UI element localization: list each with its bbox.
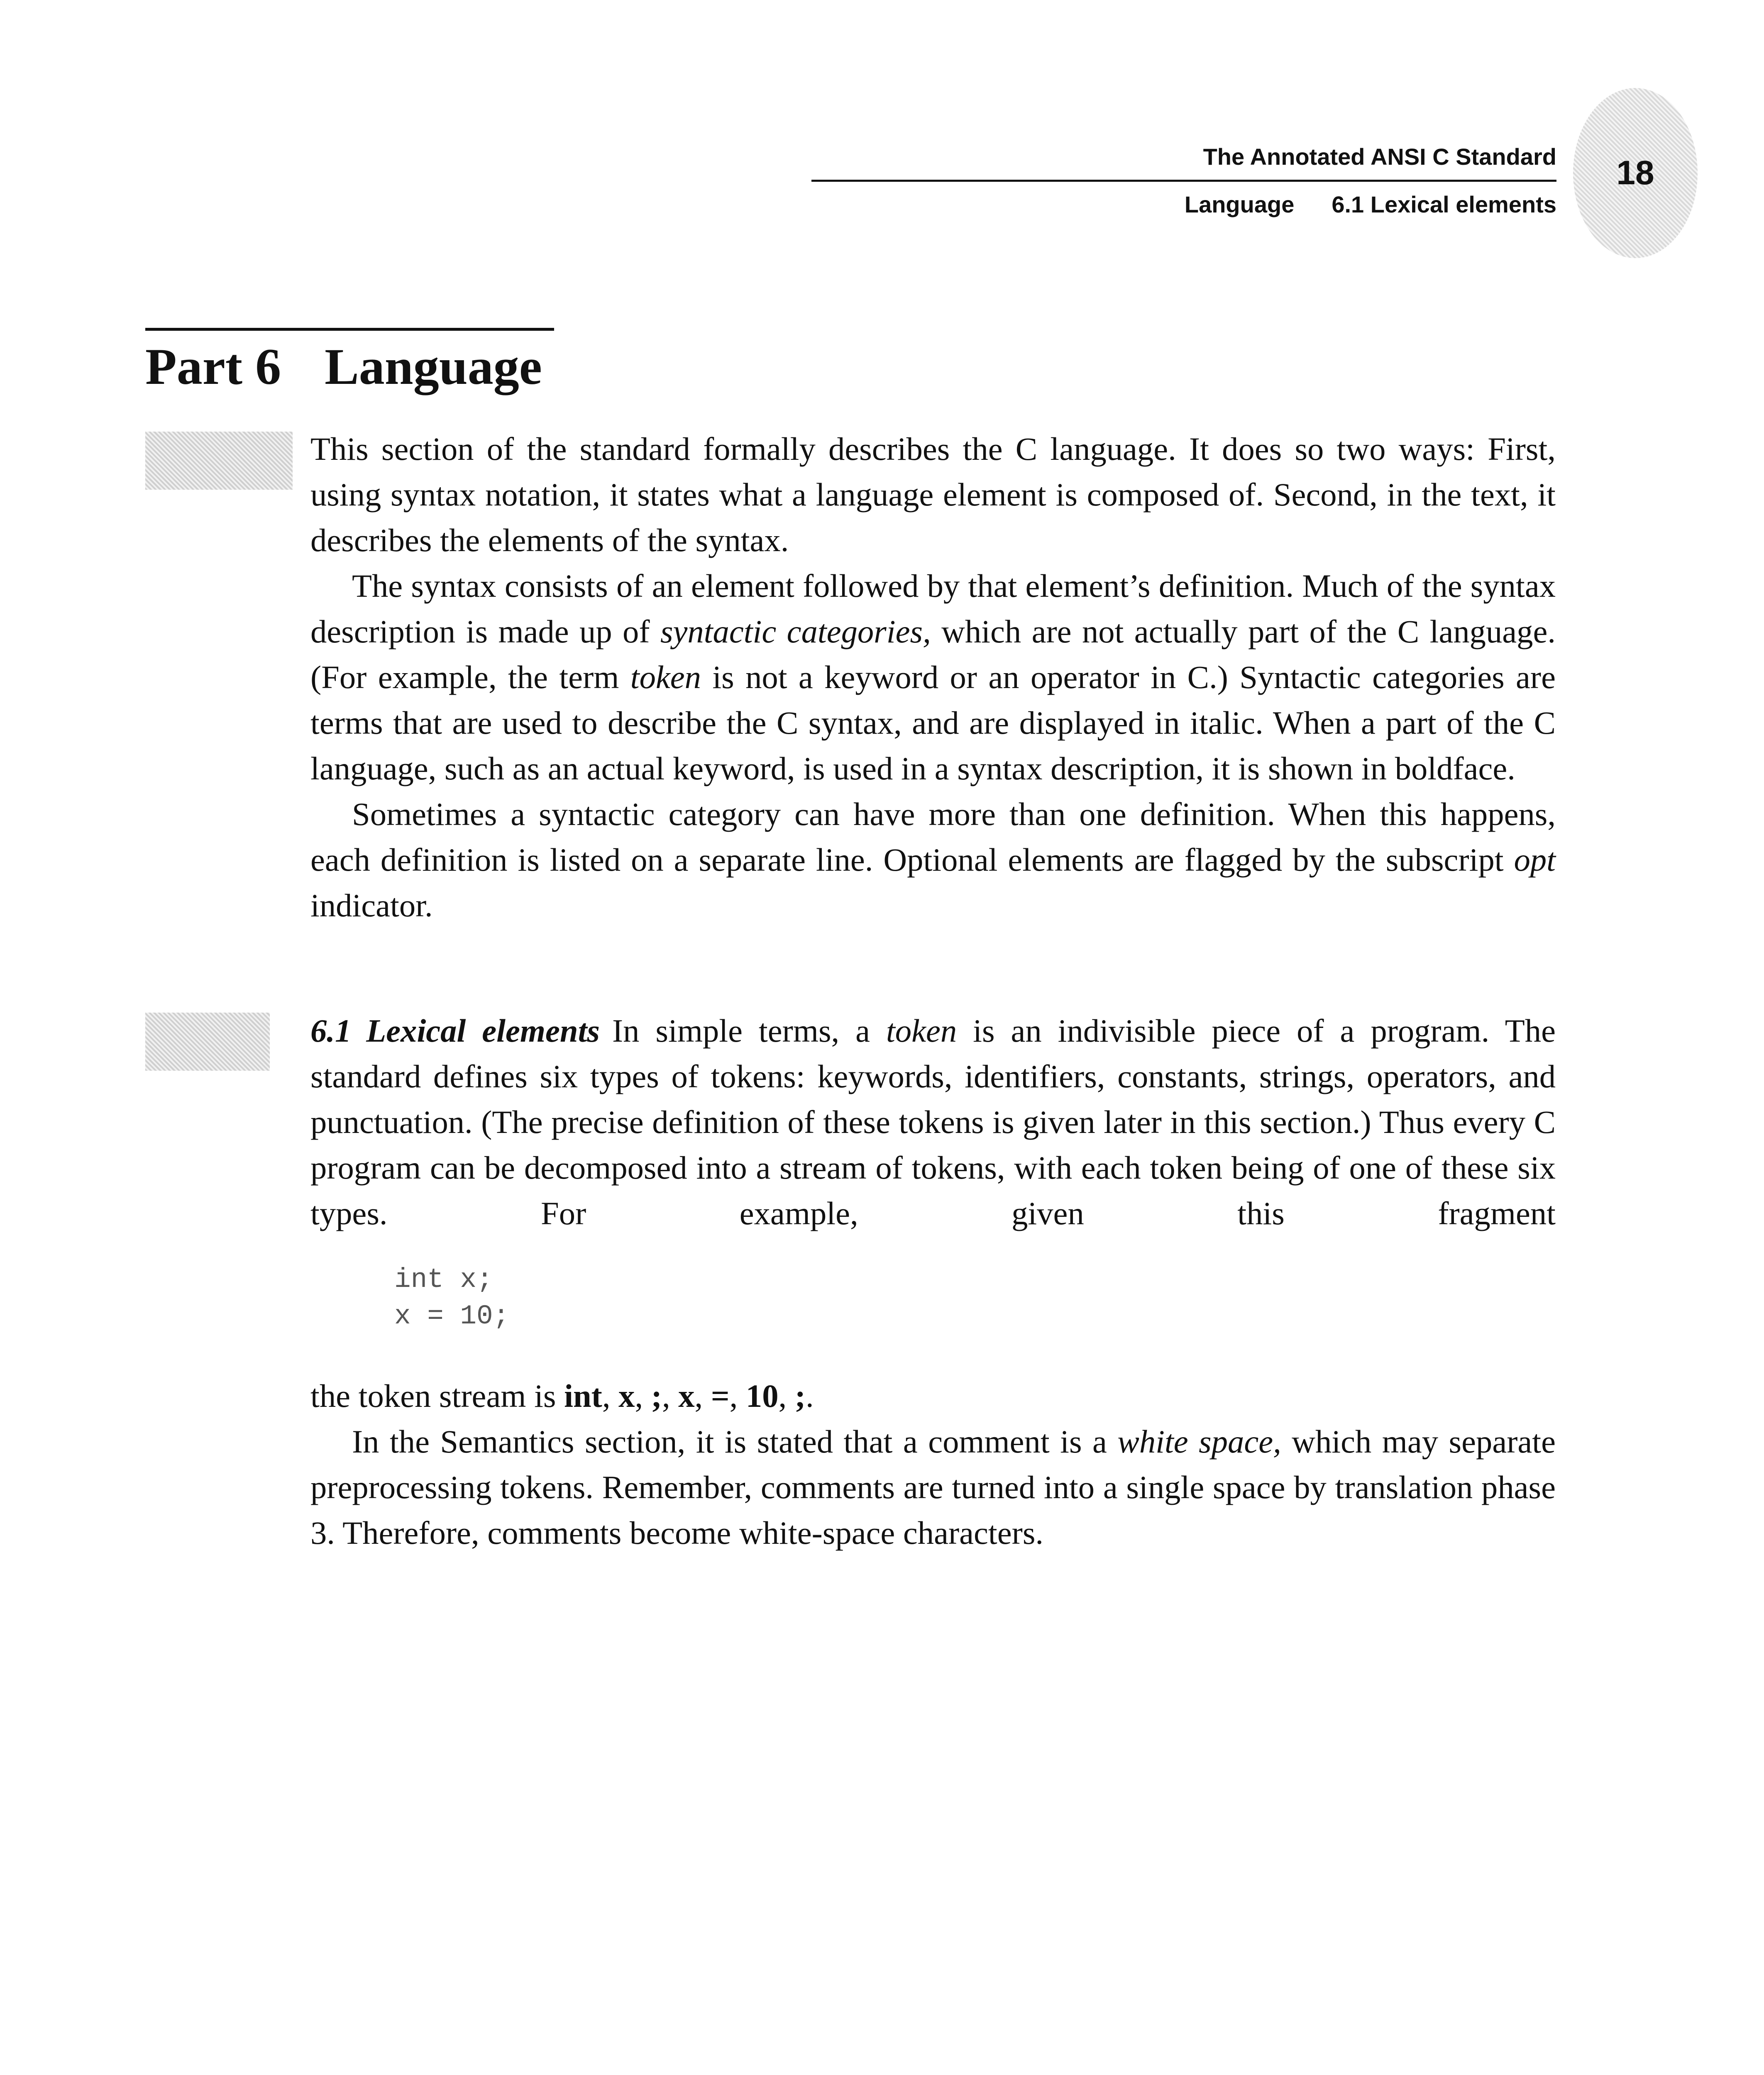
header-part: Language <box>1184 191 1295 217</box>
text-run: is an indivisible piece of a program. The standard defines six types of tokens: keywords, identifiers, constants, strings, operators, and punctuation. (The precise definition of these tokens is given later in this section.) Thus every C program can be decomposed into a stream of tokens, with each token being of one of these six types. For example, given this fragment <box>310 1013 1556 1232</box>
text-run: In the Semantics section, it is stated that a comment is a <box>352 1424 1118 1460</box>
text-run: which are not actually part of the C language. (For example, the term <box>310 614 1556 696</box>
intro-paragraph-1: This section of the standard formally describes the C language. It does so two ways: First, using syntax notation, it states what a language element is composed of. Second, in the text, it describes the elements of the syntax. <box>310 431 1556 559</box>
emphasis: white space, <box>1117 1424 1281 1460</box>
section-text <box>310 1008 1556 1237</box>
token: x <box>618 1378 635 1414</box>
token: int <box>564 1378 602 1414</box>
header-section: 6.1 Lexical elements <box>1332 191 1556 217</box>
token: 10 <box>745 1378 779 1414</box>
page-number: 18 <box>1616 154 1654 192</box>
intro-paragraph-3 <box>310 792 1556 929</box>
text-run: . <box>806 1378 814 1414</box>
section-number: 6.1 <box>310 1013 352 1049</box>
text-run: which may separate preprocessing tokens. Remember, comments are turned into a single space by translation phase 3. Therefore, comments become white-space characters. <box>310 1424 1556 1551</box>
emphasis: token <box>886 1013 957 1049</box>
section-text-continued <box>310 1374 1556 1556</box>
running-header-title: The Annotated ANSI C Standard <box>1203 144 1556 170</box>
running-header-subtitle <box>1185 191 1556 218</box>
text-run: is not a keyword or an operator in C.) Syntactic categories are terms that are used to describe the C syntax, and are displayed in italic. When a part of the C language, such as an actual keyword, is used in a syntax description, it is shown in boldface. <box>310 659 1556 787</box>
intro-paragraph-2 <box>310 564 1556 792</box>
token: ; <box>794 1378 806 1414</box>
section-paragraph-1 <box>310 1008 1556 1237</box>
token: ; <box>651 1378 662 1414</box>
header-rule <box>811 180 1556 182</box>
code-line: int x; <box>394 1264 493 1295</box>
code-line: x = 10; <box>394 1301 510 1332</box>
emphasis: opt <box>1514 842 1556 878</box>
part-label: Part 6 <box>145 338 281 395</box>
section-paragraph-2 <box>310 1419 1556 1556</box>
token-stream-line: the token stream is int, x, ;, x, =, 10, ;. <box>310 1378 814 1414</box>
text-run: the token stream is <box>310 1378 564 1414</box>
emphasis: token <box>630 659 701 696</box>
text-run: In simple terms, a <box>612 1013 886 1049</box>
section-title: Lexical elements <box>366 1013 600 1049</box>
margin-tab-section <box>145 1013 270 1071</box>
part-heading-rule <box>145 328 554 331</box>
text-run: The syntax consists of an element followed by that element’s definition. Much of the syntax description is made up of <box>310 568 1556 650</box>
code-block <box>394 1262 509 1335</box>
intro-text <box>310 427 1556 929</box>
token: = <box>711 1378 730 1414</box>
text-run: indicator. <box>310 888 433 924</box>
part-title: Language <box>325 338 542 395</box>
token: x <box>678 1378 695 1414</box>
margin-tab-intro <box>145 432 293 490</box>
page-number-badge <box>1573 88 1698 258</box>
text-run: Sometimes a syntactic category can have more than one definition. When this happens, each definition is listed on a separate line. Optional elements are flagged by the subscript <box>310 796 1556 878</box>
part-heading <box>145 338 542 395</box>
emphasis: syntactic categories, <box>660 614 931 650</box>
